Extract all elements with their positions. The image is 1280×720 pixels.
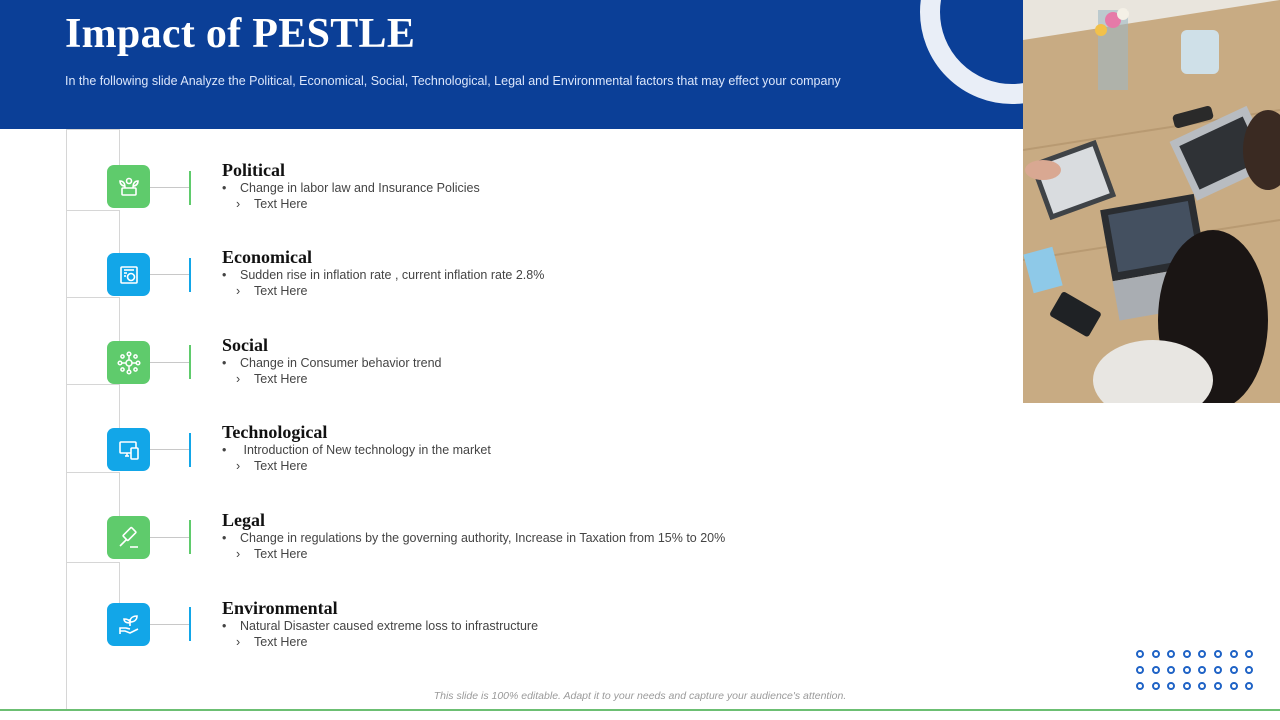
decorative-dot-grid	[1136, 650, 1253, 690]
accent-tick	[189, 433, 191, 467]
factor-bullet: • Natural Disaster caused extreme loss to infrastructure	[222, 619, 539, 633]
factor-sub-bullet: › Text Here	[236, 372, 308, 386]
factor-heading: Legal	[222, 510, 265, 530]
factor-sub-bullet: › Text Here	[236, 459, 308, 473]
factor-heading: Social	[222, 335, 269, 355]
connector-line	[150, 624, 190, 625]
accent-tick	[189, 607, 191, 641]
factor-environmental	[0, 562, 900, 650]
page-title: Impact of PESTLE	[65, 11, 416, 57]
factor-social	[0, 297, 900, 385]
devices-icon	[107, 428, 150, 471]
newspaper-chart-icon	[107, 253, 150, 296]
factor-heading: Technological	[222, 422, 328, 442]
connector-line	[150, 537, 190, 538]
network-people-icon	[107, 341, 150, 384]
bottom-rule	[0, 709, 1280, 711]
gavel-icon	[107, 516, 150, 559]
accent-tick	[189, 258, 191, 292]
factor-heading: Environmental	[222, 598, 338, 618]
hand-plant-icon	[107, 603, 150, 646]
connector-line	[150, 187, 190, 188]
factor-political	[0, 129, 900, 217]
office-photo	[1023, 0, 1280, 403]
header-banner	[0, 0, 1023, 129]
footer-note: This slide is 100% editable. Adapt it to your needs and capture your audience's attention.	[433, 690, 847, 702]
plant-pot-icon	[107, 165, 150, 208]
factor-bullet: • Change in Consumer behavior trend	[222, 356, 442, 370]
factor-bullet: • Sudden rise in inflation rate , current inflation rate 2.8%	[222, 268, 545, 282]
connector-line	[150, 449, 190, 450]
decorative-ring	[920, 0, 1023, 104]
factor-bullet: • Change in labor law and Insurance Policies	[222, 181, 480, 195]
accent-tick	[189, 171, 191, 205]
factor-sub-bullet: › Text Here	[236, 197, 308, 211]
page-subtitle: In the following slide Analyze the Political, Economical, Social, Technological, Legal and Environmental factors that may effect your company	[65, 74, 841, 88]
connector-line	[150, 362, 190, 363]
connector-line	[150, 274, 190, 275]
factor-sub-bullet: › Text Here	[236, 284, 308, 298]
factor-economical	[0, 210, 900, 298]
accent-tick	[189, 520, 191, 554]
factor-heading: Economical	[222, 247, 312, 267]
factor-bullet: • Introduction of New technology in the market	[222, 443, 491, 457]
factor-legal	[0, 472, 900, 560]
factor-sub-bullet: › Text Here	[236, 547, 308, 561]
accent-tick	[189, 345, 191, 379]
factor-bullet: • Change in regulations by the governing authority, Increase in Taxation from 15% to 20%	[222, 531, 726, 545]
factor-sub-bullet: › Text Here	[236, 635, 308, 649]
factor-heading: Political	[222, 160, 285, 180]
factor-technological	[0, 384, 900, 472]
